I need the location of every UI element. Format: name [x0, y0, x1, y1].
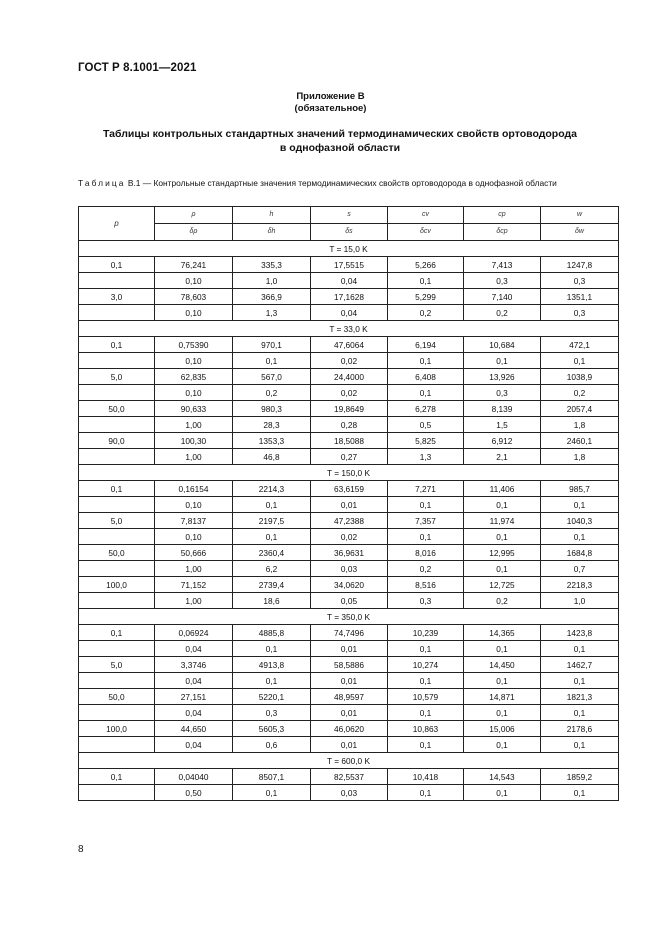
value-cell: 7,413 [464, 257, 541, 273]
table-row [79, 657, 619, 673]
value-cell: 44,650 [155, 721, 233, 737]
uncertainty-cell: 0,05 [311, 593, 388, 609]
value-cell: 15,006 [464, 721, 541, 737]
temperature-row [79, 241, 619, 257]
value-cell: 36,9631 [311, 545, 388, 561]
table-row [79, 689, 619, 705]
uncertainty-cell: 0,1 [233, 673, 311, 689]
empty-pressure-cell [79, 273, 155, 289]
uncertainty-cell: 0,2 [464, 305, 541, 321]
uncertainty-cell: 0,01 [311, 673, 388, 689]
column-header-speed-of-sound-uncertainty: δw [541, 224, 619, 241]
column-header-density-uncertainty: δρ [155, 224, 233, 241]
value-cell: 5605,3 [233, 721, 311, 737]
value-cell: 6,912 [464, 433, 541, 449]
value-cell: 71,152 [155, 577, 233, 593]
value-cell: 14,365 [464, 625, 541, 641]
pressure-cell: 50,0 [79, 689, 155, 705]
value-cell: 100,30 [155, 433, 233, 449]
empty-pressure-cell [79, 593, 155, 609]
uncertainty-cell: 0,3 [388, 593, 464, 609]
pressure-cell: 90,0 [79, 433, 155, 449]
value-cell: 17,1628 [311, 289, 388, 305]
value-cell: 14,543 [464, 769, 541, 785]
value-cell: 10,684 [464, 337, 541, 353]
temperature-row [79, 321, 619, 337]
pressure-cell: 5,0 [79, 657, 155, 673]
uncertainty-row [79, 673, 619, 689]
value-cell: 78,603 [155, 289, 233, 305]
uncertainty-cell: 0,1 [233, 497, 311, 513]
value-cell: 58,5886 [311, 657, 388, 673]
value-cell: 90,633 [155, 401, 233, 417]
uncertainty-cell: 0,3 [464, 385, 541, 401]
uncertainty-cell: 1,8 [541, 449, 619, 465]
empty-pressure-cell [79, 785, 155, 801]
pressure-cell: 5,0 [79, 369, 155, 385]
uncertainty-row [79, 353, 619, 369]
table-row [79, 433, 619, 449]
uncertainty-row [79, 273, 619, 289]
column-header-cv: cv [388, 207, 464, 224]
value-cell: 1423,8 [541, 625, 619, 641]
uncertainty-cell: 0,1 [388, 785, 464, 801]
value-cell: 8,139 [464, 401, 541, 417]
value-cell: 3,3746 [155, 657, 233, 673]
table-row [79, 721, 619, 737]
uncertainty-cell: 0,1 [464, 641, 541, 657]
uncertainty-row [79, 417, 619, 433]
uncertainty-cell: 0,1 [464, 705, 541, 721]
table-row [79, 369, 619, 385]
uncertainty-cell: 6,2 [233, 561, 311, 577]
uncertainty-cell: 1,00 [155, 561, 233, 577]
value-cell: 366,9 [233, 289, 311, 305]
uncertainty-cell: 1,3 [388, 449, 464, 465]
value-cell: 48,9597 [311, 689, 388, 705]
table-row [79, 513, 619, 529]
value-cell: 0,75390 [155, 337, 233, 353]
uncertainty-cell: 0,1 [388, 385, 464, 401]
value-cell: 1684,8 [541, 545, 619, 561]
uncertainty-cell: 0,10 [155, 353, 233, 369]
uncertainty-cell: 46,8 [233, 449, 311, 465]
uncertainty-row [79, 705, 619, 721]
value-cell: 6,194 [388, 337, 464, 353]
appendix-heading [0, 91, 661, 115]
uncertainty-cell: 0,3 [541, 305, 619, 321]
table-row [79, 769, 619, 785]
column-header-cp-uncertainty: δcp [464, 224, 541, 241]
uncertainty-cell: 0,1 [464, 785, 541, 801]
value-cell: 6,408 [388, 369, 464, 385]
value-cell: 7,140 [464, 289, 541, 305]
empty-pressure-cell [79, 737, 155, 753]
uncertainty-cell: 0,50 [155, 785, 233, 801]
uncertainty-row [79, 305, 619, 321]
value-cell: 62,835 [155, 369, 233, 385]
uncertainty-cell: 0,1 [233, 529, 311, 545]
temperature-row [79, 753, 619, 769]
column-header-entropy-uncertainty: δs [311, 224, 388, 241]
column-header-speed-of-sound: w [541, 207, 619, 224]
uncertainty-cell: 0,3 [464, 273, 541, 289]
pressure-cell: 0,1 [79, 481, 155, 497]
empty-pressure-cell [79, 385, 155, 401]
value-cell: 2360,4 [233, 545, 311, 561]
pressure-cell: 100,0 [79, 721, 155, 737]
uncertainty-row [79, 593, 619, 609]
value-cell: 0,04040 [155, 769, 233, 785]
uncertainty-cell: 0,02 [311, 529, 388, 545]
value-cell: 50,666 [155, 545, 233, 561]
value-cell: 335,3 [233, 257, 311, 273]
column-header-cv-uncertainty: δcv [388, 224, 464, 241]
uncertainty-cell: 0,04 [155, 673, 233, 689]
value-cell: 18,5088 [311, 433, 388, 449]
pressure-cell: 0,1 [79, 257, 155, 273]
pressure-cell: 0,1 [79, 625, 155, 641]
value-cell: 19,8649 [311, 401, 388, 417]
uncertainty-cell: 1,8 [541, 417, 619, 433]
uncertainty-cell: 0,1 [388, 705, 464, 721]
empty-pressure-cell [79, 449, 155, 465]
temperature-label: T = 15,0 K [79, 241, 619, 257]
temperature-label: T = 350,0 K [79, 609, 619, 625]
uncertainty-cell: 0,1 [464, 353, 541, 369]
uncertainty-cell: 0,01 [311, 497, 388, 513]
empty-pressure-cell [79, 353, 155, 369]
value-cell: 567,0 [233, 369, 311, 385]
column-header-entropy: s [311, 207, 388, 224]
table-caption [78, 178, 618, 189]
uncertainty-cell: 0,5 [388, 417, 464, 433]
value-cell: 2218,3 [541, 577, 619, 593]
value-cell: 1038,9 [541, 369, 619, 385]
value-cell: 14,450 [464, 657, 541, 673]
header-row-properties [79, 207, 619, 224]
value-cell: 1247,8 [541, 257, 619, 273]
pressure-cell: 0,1 [79, 337, 155, 353]
value-cell: 17,5515 [311, 257, 388, 273]
uncertainty-cell: 0,1 [541, 705, 619, 721]
value-cell: 13,926 [464, 369, 541, 385]
uncertainty-cell: 0,1 [541, 737, 619, 753]
table-caption-label: Таблица [78, 178, 126, 188]
uncertainty-cell: 0,1 [388, 273, 464, 289]
value-cell: 47,2388 [311, 513, 388, 529]
value-cell: 10,418 [388, 769, 464, 785]
table-row [79, 289, 619, 305]
uncertainty-cell: 0,1 [541, 497, 619, 513]
uncertainty-cell: 1,5 [464, 417, 541, 433]
column-header-enthalpy-uncertainty: δh [233, 224, 311, 241]
uncertainty-row [79, 385, 619, 401]
uncertainty-cell: 0,1 [388, 529, 464, 545]
value-cell: 5,266 [388, 257, 464, 273]
uncertainty-cell: 28,3 [233, 417, 311, 433]
uncertainty-cell: 0,1 [388, 353, 464, 369]
uncertainty-cell: 0,2 [233, 385, 311, 401]
empty-pressure-cell [79, 705, 155, 721]
uncertainty-cell: 0,04 [155, 705, 233, 721]
temperature-label: T = 150,0 K [79, 465, 619, 481]
appendix-title: Приложение В [296, 91, 365, 102]
temperature-label: T = 600,0 K [79, 753, 619, 769]
table-row [79, 401, 619, 417]
uncertainty-cell: 2,1 [464, 449, 541, 465]
uncertainty-cell: 0,1 [388, 673, 464, 689]
uncertainty-cell: 0,3 [233, 705, 311, 721]
value-cell: 12,995 [464, 545, 541, 561]
empty-pressure-cell [79, 529, 155, 545]
uncertainty-cell: 0,01 [311, 705, 388, 721]
uncertainty-cell: 1,3 [233, 305, 311, 321]
value-cell: 76,241 [155, 257, 233, 273]
value-cell: 5220,1 [233, 689, 311, 705]
uncertainty-cell: 0,1 [541, 353, 619, 369]
uncertainty-cell: 0,1 [388, 737, 464, 753]
empty-pressure-cell [79, 305, 155, 321]
value-cell: 27,151 [155, 689, 233, 705]
uncertainty-cell: 0,10 [155, 529, 233, 545]
uncertainty-cell: 0,1 [388, 641, 464, 657]
value-cell: 2197,5 [233, 513, 311, 529]
value-cell: 980,3 [233, 401, 311, 417]
value-cell: 10,239 [388, 625, 464, 641]
uncertainty-cell: 0,1 [233, 641, 311, 657]
value-cell: 74,7496 [311, 625, 388, 641]
value-cell: 24,4000 [311, 369, 388, 385]
value-cell: 7,8137 [155, 513, 233, 529]
table-row [79, 481, 619, 497]
value-cell: 47,6064 [311, 337, 388, 353]
section-title [70, 127, 610, 155]
uncertainty-cell: 0,10 [155, 385, 233, 401]
uncertainty-cell: 0,1 [464, 673, 541, 689]
uncertainty-row [79, 529, 619, 545]
uncertainty-cell: 0,1 [233, 785, 311, 801]
pressure-cell: 50,0 [79, 401, 155, 417]
value-cell: 6,278 [388, 401, 464, 417]
uncertainty-cell: 0,27 [311, 449, 388, 465]
uncertainty-cell: 0,1 [541, 673, 619, 689]
uncertainty-cell: 0,1 [388, 497, 464, 513]
value-cell: 10,579 [388, 689, 464, 705]
section-title-line-2: в однофазной области [279, 142, 401, 154]
pressure-cell: 50,0 [79, 545, 155, 561]
properties-table [78, 206, 619, 801]
value-cell: 0,06924 [155, 625, 233, 641]
uncertainty-cell: 0,1 [464, 737, 541, 753]
uncertainty-cell: 0,2 [464, 593, 541, 609]
document-standard-header: ГОСТ Р 8.1001—2021 [78, 62, 197, 74]
uncertainty-cell: 0,2 [388, 561, 464, 577]
value-cell: 8,516 [388, 577, 464, 593]
value-cell: 5,825 [388, 433, 464, 449]
header-row-uncertainties [79, 224, 619, 241]
page-number: 8 [78, 844, 84, 855]
value-cell: 2214,3 [233, 481, 311, 497]
uncertainty-cell: 0,1 [464, 497, 541, 513]
uncertainty-cell: 0,6 [233, 737, 311, 753]
value-cell: 10,863 [388, 721, 464, 737]
uncertainty-cell: 0,7 [541, 561, 619, 577]
uncertainty-cell: 1,00 [155, 449, 233, 465]
value-cell: 8507,1 [233, 769, 311, 785]
uncertainty-row [79, 641, 619, 657]
uncertainty-cell: 0,1 [541, 641, 619, 657]
table-row [79, 545, 619, 561]
value-cell: 5,299 [388, 289, 464, 305]
uncertainty-cell: 0,03 [311, 561, 388, 577]
table-caption-text: В.1 — Контрольные стандартные значения термодинамических свойств ортоводорода в однофазной области [125, 178, 557, 188]
value-cell: 472,1 [541, 337, 619, 353]
empty-pressure-cell [79, 561, 155, 577]
temperature-row [79, 465, 619, 481]
uncertainty-cell: 0,3 [541, 273, 619, 289]
value-cell: 2460,1 [541, 433, 619, 449]
pressure-cell: 100,0 [79, 577, 155, 593]
value-cell: 2178,6 [541, 721, 619, 737]
value-cell: 11,974 [464, 513, 541, 529]
uncertainty-cell: 0,1 [233, 353, 311, 369]
value-cell: 12,725 [464, 577, 541, 593]
value-cell: 0,16154 [155, 481, 233, 497]
uncertainty-cell: 0,1 [464, 561, 541, 577]
temperature-row [79, 609, 619, 625]
uncertainty-cell: 0,2 [541, 385, 619, 401]
empty-pressure-cell [79, 497, 155, 513]
uncertainty-cell: 0,10 [155, 497, 233, 513]
uncertainty-cell: 1,0 [541, 593, 619, 609]
value-cell: 1462,7 [541, 657, 619, 673]
uncertainty-cell: 0,1 [541, 529, 619, 545]
table-row [79, 577, 619, 593]
uncertainty-cell: 0,04 [311, 305, 388, 321]
table-body [79, 241, 619, 801]
column-header-cp: cp [464, 207, 541, 224]
uncertainty-row [79, 449, 619, 465]
table-row [79, 337, 619, 353]
uncertainty-cell: 1,00 [155, 417, 233, 433]
value-cell: 985,7 [541, 481, 619, 497]
value-cell: 11,406 [464, 481, 541, 497]
value-cell: 63,6159 [311, 481, 388, 497]
uncertainty-cell: 0,10 [155, 273, 233, 289]
value-cell: 4913,8 [233, 657, 311, 673]
value-cell: 1859,2 [541, 769, 619, 785]
value-cell: 2739,4 [233, 577, 311, 593]
pressure-cell: 5,0 [79, 513, 155, 529]
uncertainty-cell: 0,2 [388, 305, 464, 321]
value-cell: 2057,4 [541, 401, 619, 417]
column-header-pressure: p [79, 207, 155, 241]
table-row [79, 625, 619, 641]
value-cell: 1040,3 [541, 513, 619, 529]
uncertainty-cell: 0,04 [155, 641, 233, 657]
uncertainty-cell: 0,02 [311, 353, 388, 369]
uncertainty-row [79, 497, 619, 513]
appendix-status: (обязательное) [294, 103, 367, 114]
uncertainty-cell: 0,28 [311, 417, 388, 433]
uncertainty-cell: 0,1 [541, 785, 619, 801]
pressure-cell: 0,1 [79, 769, 155, 785]
column-header-density: ρ [155, 207, 233, 224]
uncertainty-cell: 1,0 [233, 273, 311, 289]
empty-pressure-cell [79, 641, 155, 657]
value-cell: 82,5537 [311, 769, 388, 785]
pressure-cell: 3,0 [79, 289, 155, 305]
uncertainty-row [79, 737, 619, 753]
table-row [79, 257, 619, 273]
value-cell: 970,1 [233, 337, 311, 353]
value-cell: 1353,3 [233, 433, 311, 449]
value-cell: 7,271 [388, 481, 464, 497]
empty-pressure-cell [79, 417, 155, 433]
uncertainty-cell: 0,1 [464, 529, 541, 545]
section-title-line-1: Таблицы контрольных стандартных значений термодинамических свойств ортоводорода [103, 128, 577, 140]
value-cell: 10,274 [388, 657, 464, 673]
value-cell: 46,0620 [311, 721, 388, 737]
uncertainty-row [79, 785, 619, 801]
temperature-label: T = 33,0 K [79, 321, 619, 337]
uncertainty-cell: 1,00 [155, 593, 233, 609]
uncertainty-cell: 0,03 [311, 785, 388, 801]
uncertainty-cell: 0,01 [311, 641, 388, 657]
uncertainty-row [79, 561, 619, 577]
value-cell: 4885,8 [233, 625, 311, 641]
column-header-enthalpy: h [233, 207, 311, 224]
uncertainty-cell: 0,04 [155, 737, 233, 753]
uncertainty-cell: 18,6 [233, 593, 311, 609]
uncertainty-cell: 0,10 [155, 305, 233, 321]
value-cell: 34,0620 [311, 577, 388, 593]
uncertainty-cell: 0,02 [311, 385, 388, 401]
uncertainty-cell: 0,04 [311, 273, 388, 289]
empty-pressure-cell [79, 673, 155, 689]
value-cell: 1351,1 [541, 289, 619, 305]
value-cell: 8,016 [388, 545, 464, 561]
value-cell: 7,357 [388, 513, 464, 529]
value-cell: 1821,3 [541, 689, 619, 705]
uncertainty-cell: 0,01 [311, 737, 388, 753]
value-cell: 14,871 [464, 689, 541, 705]
